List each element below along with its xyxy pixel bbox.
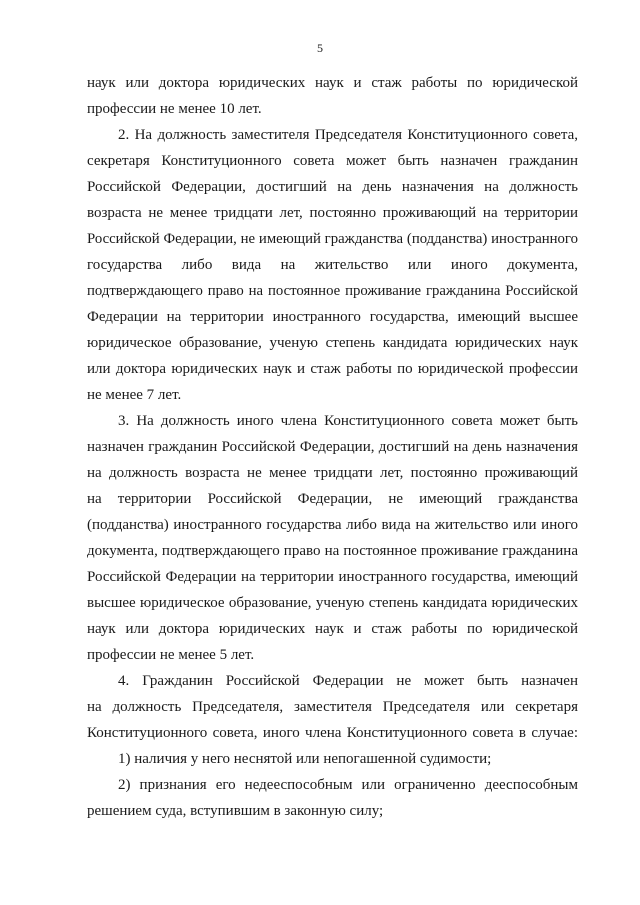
text-line: наук или доктора юридических наук и стаж работы по юридической	[87, 75, 578, 91]
text-line: юридическое образование, ученую степень кандидата юридических наук	[87, 335, 578, 351]
text-line: Федерации на территории иностранного государства, имеющий высшее	[87, 309, 578, 325]
text-line: секретаря Конституционного совета может быть назначен гражданин	[87, 153, 578, 169]
page-number: 5	[317, 41, 323, 55]
text-line: или доктора юридических наук и стаж работы по юридической профессии	[87, 361, 578, 377]
text-line: возраста не менее тридцати лет, постоянно проживающий на территории	[87, 205, 578, 221]
text-line: 3. На должность иного члена Конституционного совета может быть	[118, 413, 578, 429]
text-line: 2) признания его недееспособным или ограниченно дееспособным	[118, 777, 578, 793]
text-line: не менее 7 лет.	[87, 387, 182, 403]
text-line: высшее юридическое образование, ученую степень кандидата юридических	[87, 595, 578, 611]
text-line: Российской Федерации, не имеющий гражданства (подданства) иностранного	[87, 231, 578, 247]
text-line: профессии не менее 10 лет.	[87, 101, 262, 117]
text-line: профессии не менее 5 лет.	[87, 647, 255, 663]
text-line: Российской Федерации на территории иностранного государства, имеющий	[87, 569, 578, 585]
text-line: 4. Гражданин Российской Федерации не может быть назначен	[118, 673, 578, 689]
text-line: на должность Председателя, заместителя Председателя или секретаря	[87, 699, 578, 715]
text-line: 1) наличия у него неснятой или непогашенной судимости;	[118, 751, 492, 767]
text-line: государства либо вида на жительство или иного документа,	[87, 257, 578, 273]
text-line: наук или доктора юридических наук и стаж работы по юридической	[87, 621, 578, 637]
text-line: (подданства) иностранного государства либо вида на жительство или иного	[87, 517, 578, 533]
text-line: назначен гражданин Российской Федерации, достигший на день назначения	[87, 439, 578, 455]
text-line: подтверждающего право на постоянное проживание гражданина Российской	[87, 283, 578, 299]
text-line: 2. На должность заместителя Председателя Конституционного совета,	[118, 127, 578, 143]
text-line: на территории Российской Федерации, не имеющий гражданства	[87, 491, 578, 507]
text-line: Конституционного совета, иного члена Конституционного совета в случае:	[87, 725, 578, 741]
text-line: документа, подтверждающего право на постоянное проживание гражданина	[87, 543, 578, 559]
text-line: Российской Федерации, достигший на день назначения на должность	[87, 179, 578, 195]
text-line: решением суда, вступившим в законную силу;	[87, 803, 384, 819]
text-line: на должность возраста не менее тридцати лет, постоянно проживающий	[87, 465, 578, 481]
